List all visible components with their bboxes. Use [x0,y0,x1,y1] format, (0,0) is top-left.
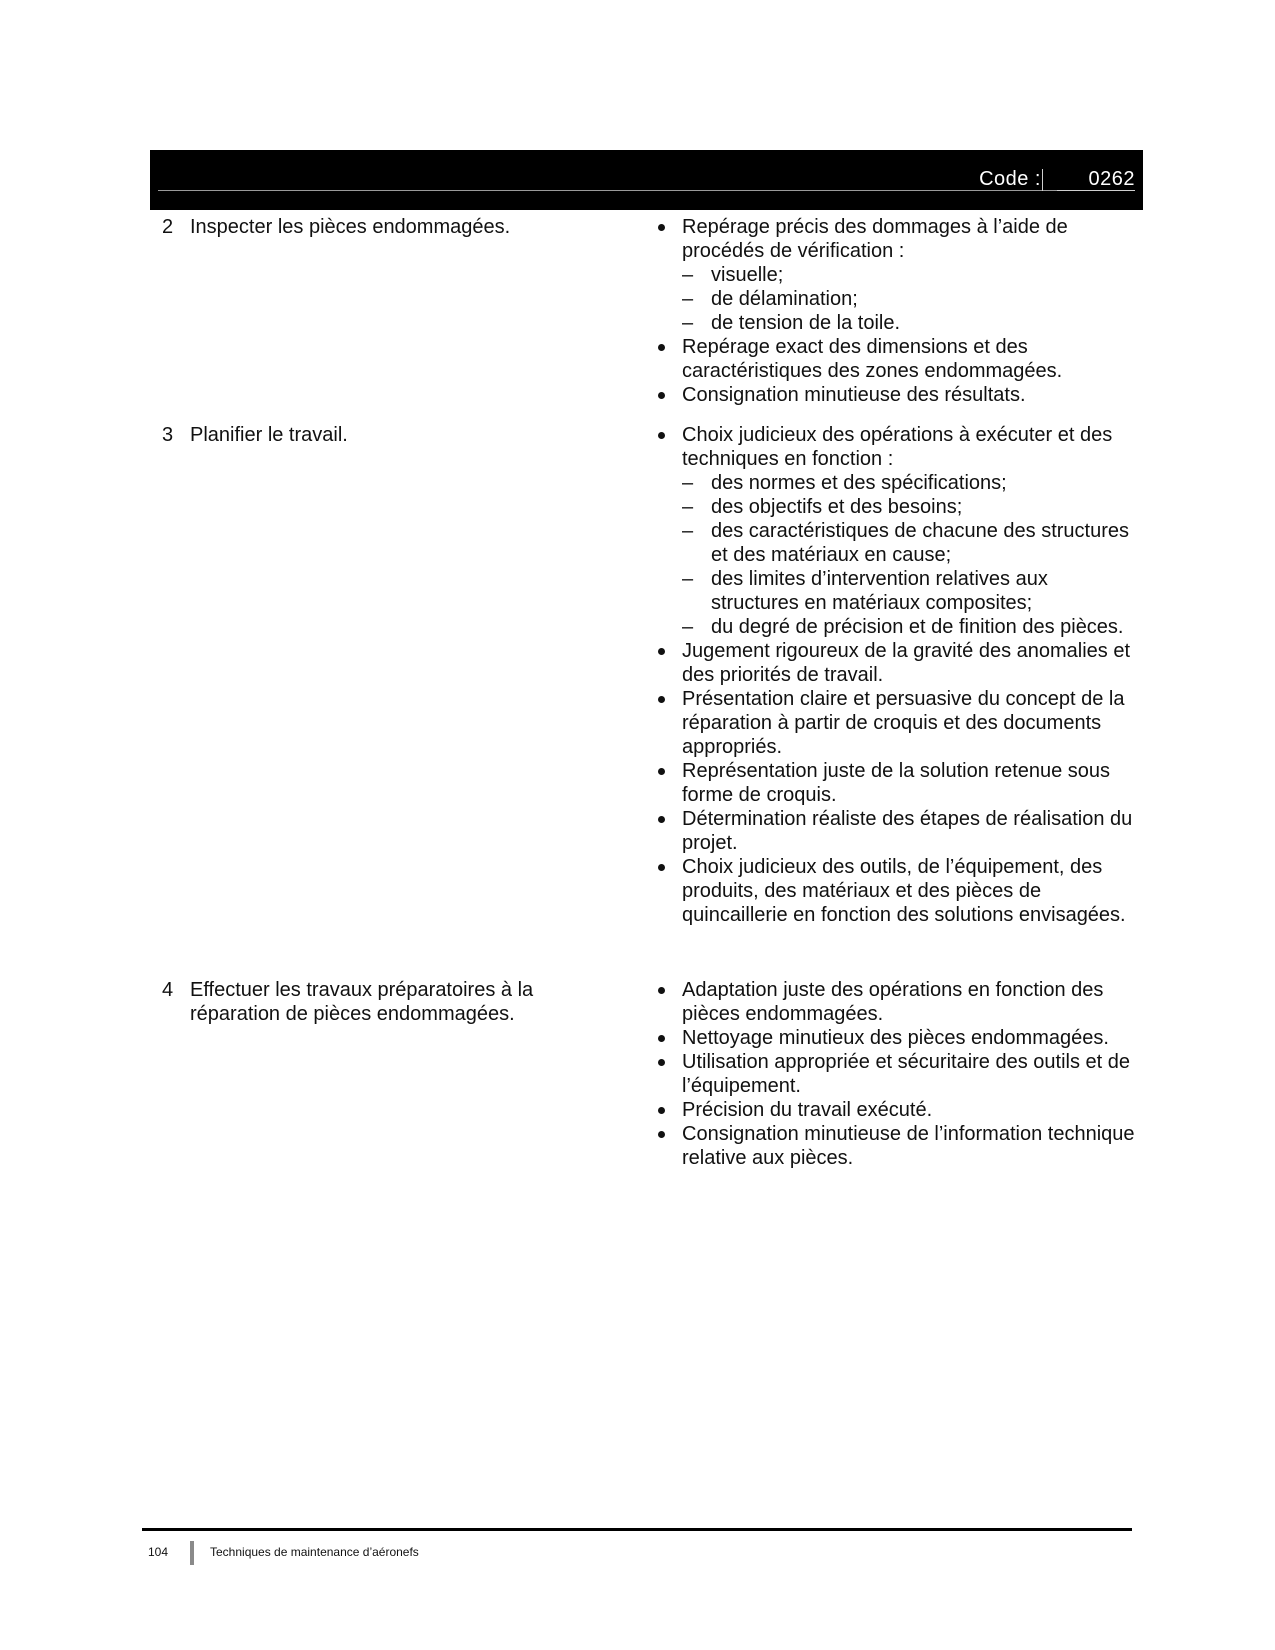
step-number: 2 [162,216,174,238]
criterion-text: Repérage précis des dommages à l’aide de procédés de vérification : [682,216,1068,262]
criteria-cell [650,423,1140,927]
dash-icon: – [682,312,694,334]
sub-criterion-item [682,311,1140,335]
bullet-icon [658,1035,665,1042]
criterion-item [650,1026,1140,1050]
criterion-item [650,383,1140,407]
criterion-text: Adaptation juste des opérations en fonction des pièces endommagées. [682,979,1104,1025]
criterion-item [650,1098,1140,1122]
criterion-item [650,639,1140,687]
criteria-list [650,978,1140,1170]
bullet-icon [658,987,665,994]
footer-rule [142,1528,1132,1531]
bullet-icon [658,816,665,823]
bullet-icon [658,768,665,775]
step-number: 4 [162,979,174,1001]
criterion-item [650,855,1140,927]
sub-criterion-text: des limites d’intervention relatives aux structures en matériaux composites; [711,568,1048,614]
criterion-text: Choix judicieux des outils, de l’équipement, des produits, des matériaux et des pièces de quincaillerie en fonction des solutions envisagées. [682,856,1126,926]
sub-criterion-text: du degré de précision et de finition des pièces. [711,616,1124,638]
sub-criterion-text: de délamination; [711,288,858,310]
bullet-icon [658,344,665,351]
criterion-text: Consignation minutieuse des résultats. [682,384,1026,406]
criterion-text: Présentation claire et persuasive du concept de la réparation à partir de croquis et des documents appropriés. [682,688,1125,758]
sub-criterion-item [682,287,1140,311]
dash-icon: – [682,568,694,590]
bullet-icon [658,1131,665,1138]
criteria-list [650,423,1140,927]
footer-separator [190,1541,194,1565]
criterion-item [650,807,1140,855]
code-separator [1042,169,1043,191]
criterion-text: Choix judicieux des opérations à exécuter et des techniques en fonction : [682,424,1113,470]
step-text: Inspecter les pièces endommagées. [190,216,511,238]
code-label: Code : [979,168,1041,190]
sub-criterion-item [682,615,1140,639]
sub-criteria-list [682,263,1140,335]
bullet-icon [658,1107,665,1114]
document-title: Techniques de maintenance d’aéronefs [210,1545,419,1559]
criterion-text: Détermination réaliste des étapes de réalisation du projet. [682,808,1133,854]
criterion-item [650,687,1140,759]
dash-icon: – [682,496,694,518]
dash-icon: – [682,472,694,494]
criterion-text: Nettoyage minutieux des pièces endommagées. [682,1027,1109,1049]
bullet-icon [658,224,665,231]
criterion-item [650,335,1140,383]
bullet-icon [658,432,665,439]
criterion-item [650,759,1140,807]
criterion-item [650,215,1140,335]
step-text: Effectuer les travaux préparatoires à la réparation de pièces endommagées. [190,979,534,1025]
sub-criterion-item [682,263,1140,287]
sub-criteria-list [682,471,1140,639]
sub-criterion-text: des normes et des spécifications; [711,472,1007,494]
dash-icon: – [682,288,694,310]
bullet-icon [658,696,665,703]
criterion-text: Précision du travail exécuté. [682,1099,933,1121]
step-cell [162,978,562,1026]
step-number: 3 [162,424,174,446]
step-cell [162,215,562,239]
criteria-list [650,215,1140,407]
criterion-item [650,423,1140,639]
sub-criterion-item [682,471,1140,495]
bullet-icon [658,864,665,871]
criterion-item [650,1122,1140,1170]
step-cell [162,423,562,447]
bullet-icon [658,392,665,399]
criteria-cell [650,215,1140,407]
criterion-text: Représentation juste de la solution retenue sous forme de croquis. [682,760,1111,806]
page-number: 104 [148,1545,169,1559]
sub-criterion-item [682,567,1140,615]
bullet-icon [658,648,665,655]
criterion-item [650,1050,1140,1098]
bullet-icon [658,1059,665,1066]
criterion-text: Utilisation appropriée et sécuritaire des outils et de l’équipement. [682,1051,1131,1097]
dash-icon: – [682,264,694,286]
criterion-text: Jugement rigoureux de la gravité des anomalies et des priorités de travail. [682,640,1131,686]
sub-criterion-text: de tension de la toile. [711,312,901,334]
sub-criterion-text: visuelle; [711,264,784,286]
sub-criterion-text: des caractéristiques de chacune des structures et des matériaux en cause; [711,520,1129,566]
sub-criterion-item [682,519,1140,567]
sub-criterion-text: des objectifs et des besoins; [711,496,963,518]
criterion-text: Consignation minutieuse de l’information technique relative aux pièces. [682,1123,1135,1169]
step-text: Planifier le travail. [190,424,348,446]
header-bar [150,150,1143,210]
dash-icon: – [682,616,694,638]
sub-criterion-item [682,495,1140,519]
dash-icon: – [682,520,694,542]
criterion-text: Repérage exact des dimensions et des caractéristiques des zones endommagées. [682,336,1063,382]
criterion-item [650,978,1140,1026]
code-value: 0262 [1057,168,1136,191]
criteria-cell [650,978,1140,1170]
